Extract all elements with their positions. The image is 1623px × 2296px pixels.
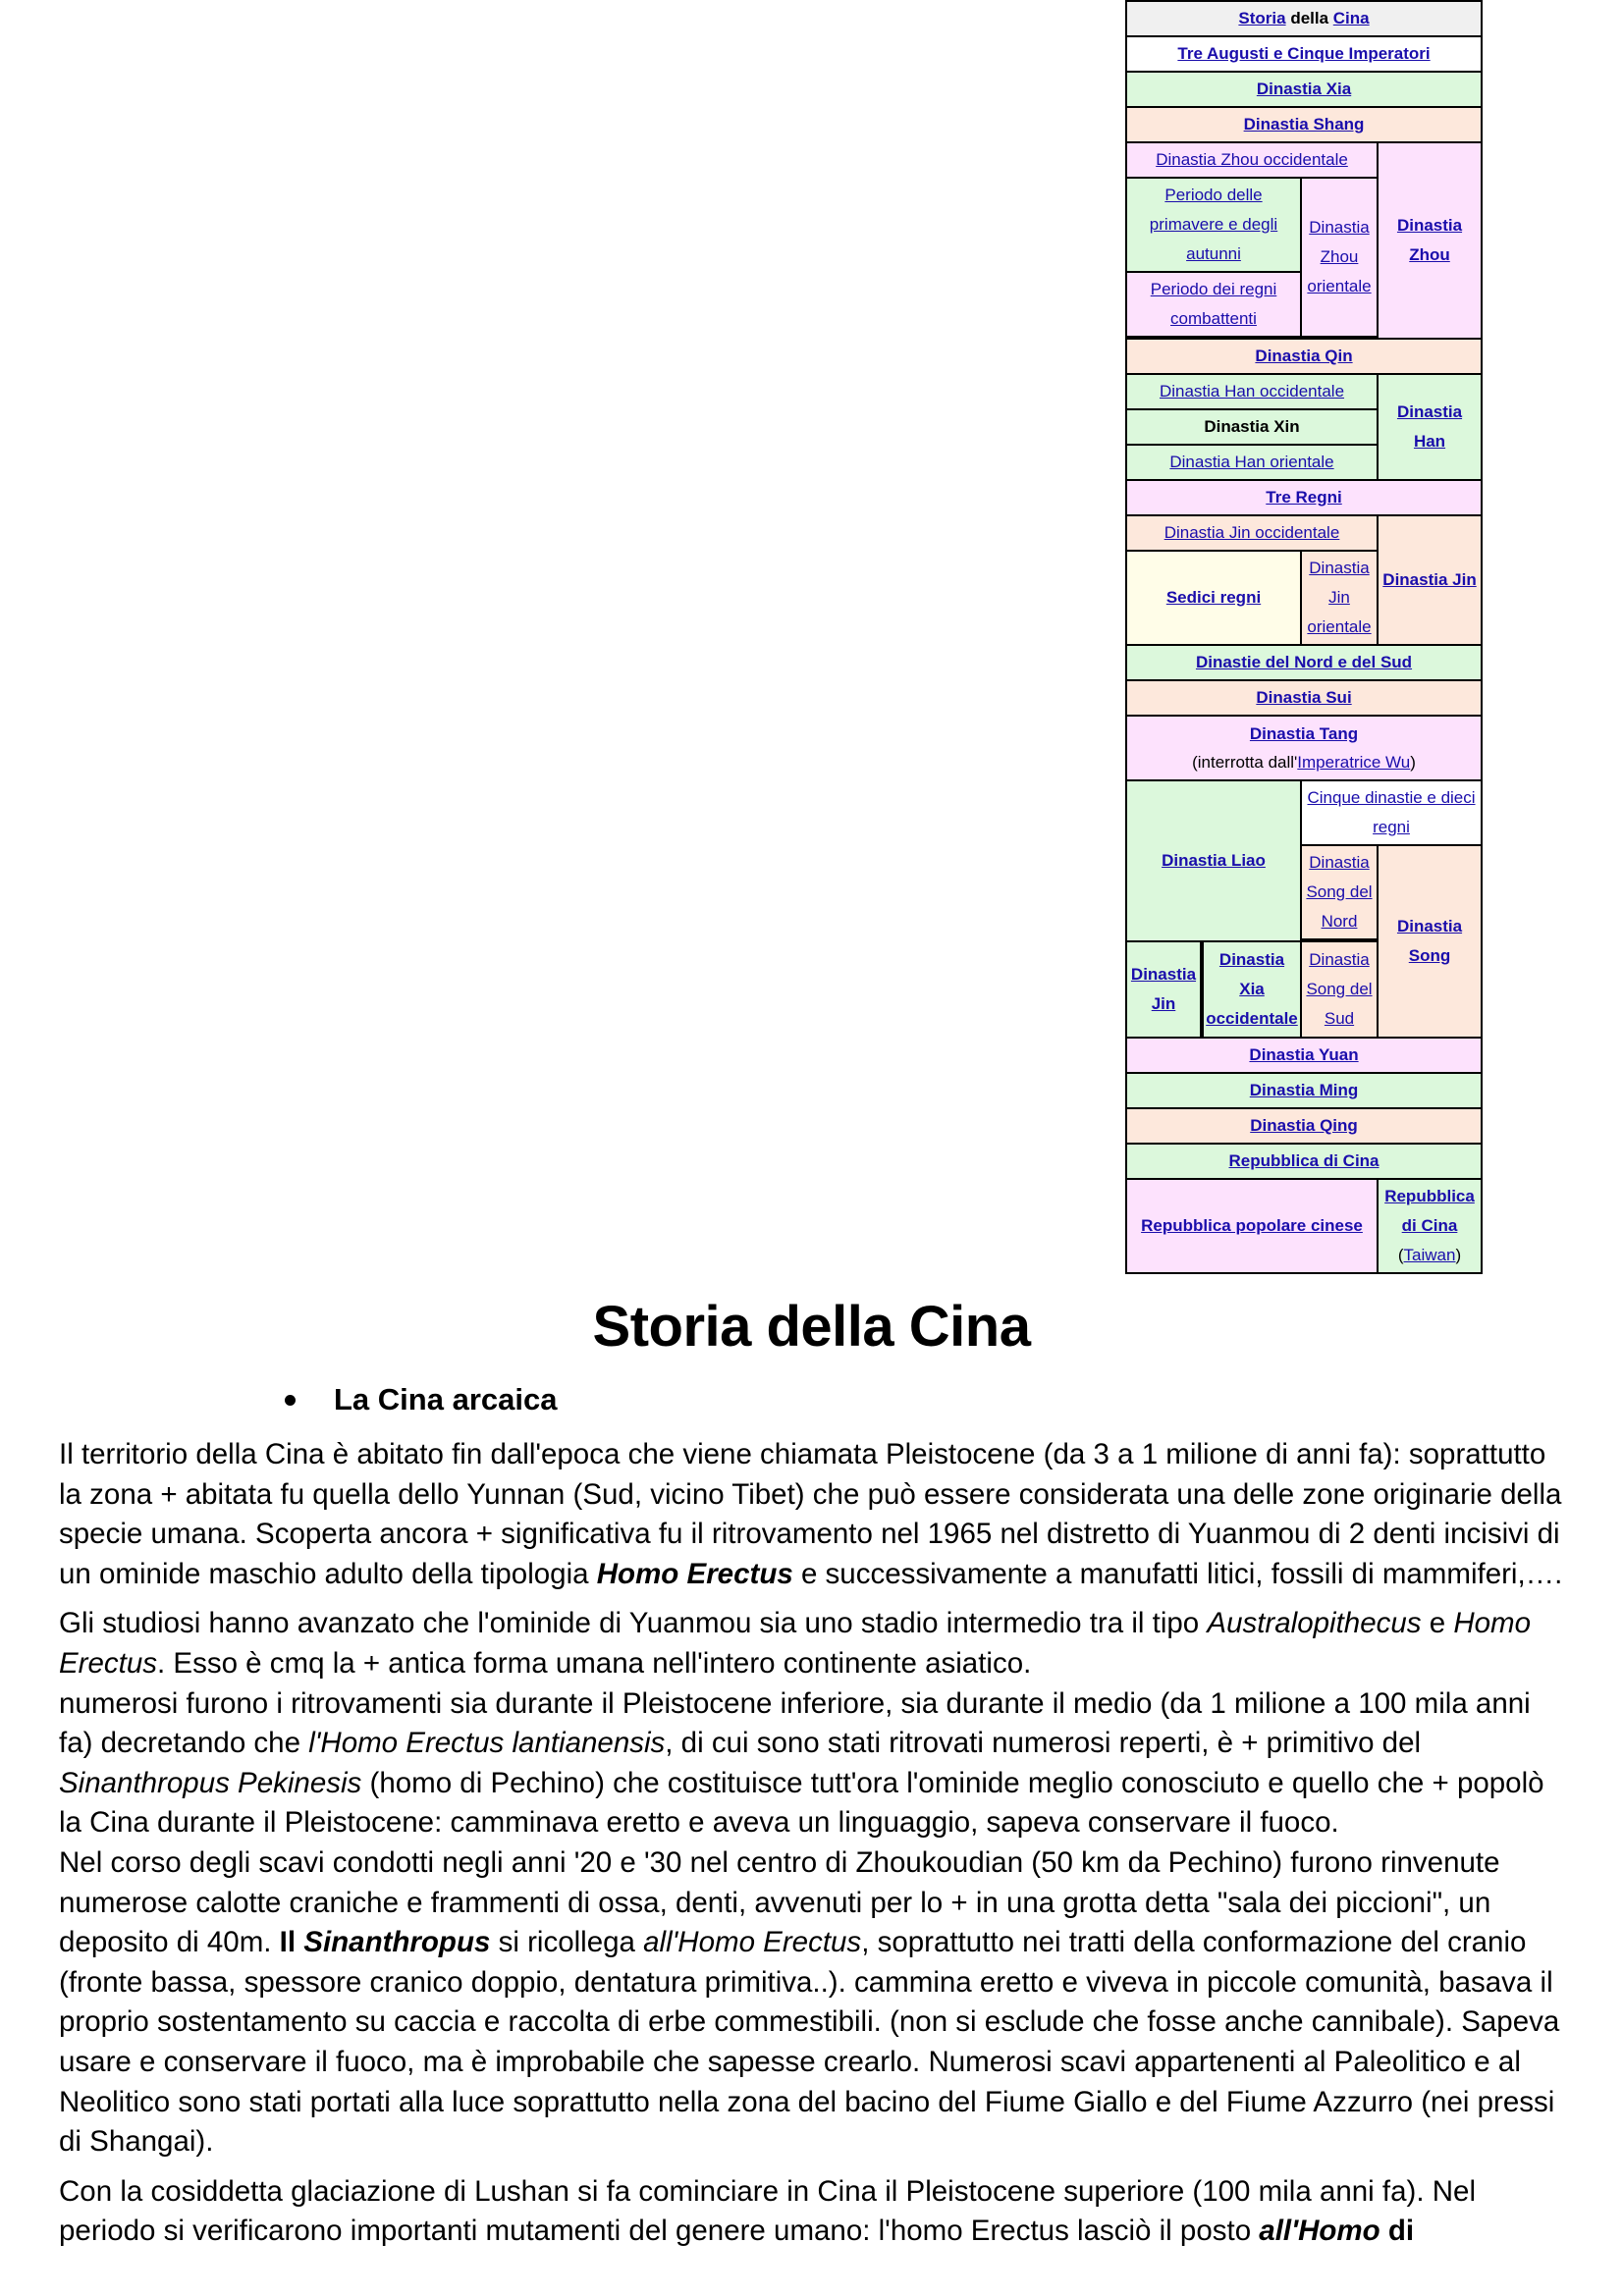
- article-body: [59, 1435, 1571, 2262]
- paragraph-2: Gli studiosi hanno avanzato che l'ominide di Yuanmou sia uno stadio intermedio tra il tipo Australopithecus e Homo Erectus. Esso è cmq la + antica forma umana nell'intero continente asiatico.: [59, 1607, 1532, 1680]
- han-link[interactable]: Dinastia Han: [1396, 402, 1463, 451]
- xia-link[interactable]: Dinastia Xia: [1256, 80, 1352, 98]
- jin-jurchen-link[interactable]: Dinastia Jin: [1130, 965, 1197, 1013]
- sui-link[interactable]: Dinastia Sui: [1256, 688, 1352, 707]
- han-occ-link[interactable]: Dinastia Han occidentale: [1159, 382, 1345, 400]
- cina-link[interactable]: Cina: [1332, 9, 1370, 27]
- zhou-or-link[interactable]: Dinastia Zhou orientale: [1307, 218, 1372, 295]
- jin-occ-link[interactable]: Dinastia Jin occidentale: [1163, 523, 1340, 542]
- rpc-link[interactable]: Repubblica popolare cinese: [1141, 1216, 1363, 1235]
- qin-link[interactable]: Dinastia Qin: [1255, 347, 1353, 365]
- imperatrice-wu-link[interactable]: Imperatrice Wu: [1297, 753, 1411, 772]
- paragraph-3: numerosi furono i ritrovamenti sia durante il Pleistocene inferiore, sia durante il medio (da 1 milione a 100 mila anni fa) decretando che l'Homo Erectus lantianensis, di cui sono stati ritrovati numerosi reperti, è + primitivo del Sinanthropus Pekinesis (homo di Pechino) che costituisce tutt'ora l'ominide meglio conosciuto e quello che + popolò la Cina durante il Pleistocene: camminava eretto e aveva un linguaggio, sapeva conservare il fuoco.: [59, 1686, 1544, 1840]
- tre-regni-link[interactable]: Tre Regni: [1266, 488, 1342, 507]
- dynasties-infobox: Storia della Cina Tre Augusti e Cinque Imperatori Dinastia Xia Dinastia Shang Dinastia Zhou occidentale Dinastia Zhou Periodo delle primavere e degli autunni Dinastia Zhou orientale Periodo dei regni combattenti Dinastia Qin Dinastia Han occidentale Dinastia Han Dinastia Xin Dinastia Han orientale Tre Regni Dinastia Jin occidentale Dinastia Jin Sedici regni Dinastia Jin orientale Dinastie del Nord e del Sud Dinastia Sui Dinastia Tang (interrotta dall'Imperatrice Wu) Dinastia Liao Cinque dinastie e dieci regni Dinastia Song del Nord Dinastia Song Dinastia Jin Dinastia Xia occidentale Dinastia Song del Sud Dinastia Yuan Dinastia Ming Dinastia Qing Repubblica di Cina Repubblica popolare cinese Repubblica di Cina (Taiwan): [1125, 0, 1483, 1274]
- jin-or-link[interactable]: Dinastia Jin orientale: [1307, 559, 1372, 636]
- tang-note-close: ): [1410, 753, 1416, 772]
- song-nord-link[interactable]: Dinastia Song del Nord: [1306, 853, 1373, 931]
- section-heading: La Cina arcaica: [285, 1382, 557, 1417]
- zhou-occ-link[interactable]: Dinastia Zhou occidentale: [1156, 150, 1348, 169]
- regni-combattenti-link[interactable]: Periodo dei regni combattenti: [1150, 280, 1277, 328]
- taiwan-link[interactable]: Taiwan: [1403, 1246, 1456, 1264]
- tang-link[interactable]: Dinastia Tang: [1249, 724, 1359, 743]
- yuan-link[interactable]: Dinastia Yuan: [1249, 1045, 1359, 1064]
- infobox-header: [1126, 1, 1482, 36]
- xin-label: Dinastia Xin: [1204, 417, 1300, 436]
- cinque-dinastie-link[interactable]: Cinque dinastie e dieci regni: [1307, 788, 1476, 836]
- repubblica-cina-link[interactable]: Repubblica di Cina: [1228, 1151, 1380, 1170]
- header-della-text: della: [1285, 9, 1333, 27]
- page-title: Storia della Cina: [592, 1295, 1031, 1359]
- liao-link[interactable]: Dinastia Liao: [1162, 851, 1266, 870]
- paragraph-4: Nel corso degli scavi condotti negli anni '20 e '30 nel centro di Zhoukoudian (50 km da Pechino) furono rinvenute numerose calotte craniche e frammenti di ossa, denti, avvenuti per lo + in una grotta detta "sala dei piccioni", un deposito di 40m. Il Sinanthropus si ricollega all'Homo Erectus, soprattutto nei tratti della conformazione del cranio (fronte bassa, spessore cranico doppio, dentatura primitiva..). cammina eretto e viveva in piccole comunità, basava il proprio sostentamento su caccia e raccolta di erbe commestibili. (non si esclude che fosse anche cannibale). Sapeva usare e conservare il fuoco, ma è improbabile che sapesse crearlo. Numerosi scavi appartenenti al Paleolitico e al Neolitico sono stati portati alla luce soprattutto nella zona del bacino del Fiume Giallo e del Fiume Azzurro (nei pressi di Shangai).: [59, 1845, 1560, 2159]
- sedici-regni-link[interactable]: Sedici regni: [1165, 588, 1262, 607]
- ming-link[interactable]: Dinastia Ming: [1249, 1081, 1359, 1099]
- qing-link[interactable]: Dinastia Qing: [1250, 1116, 1358, 1135]
- nord-sud-link[interactable]: Dinastie del Nord e del Sud: [1195, 653, 1413, 671]
- xia-occ-link[interactable]: Dinastia Xia occidentale: [1206, 950, 1298, 1028]
- section-list: [285, 1382, 557, 1417]
- roc-taiwan-link[interactable]: Repubblica di Cina: [1384, 1187, 1475, 1235]
- tre-augusti-link[interactable]: Tre Augusti e Cinque Imperatori: [1177, 44, 1431, 63]
- song-sud-link[interactable]: Dinastia Song del Sud: [1306, 950, 1373, 1028]
- tang-note-text: (interrotta dall': [1192, 753, 1298, 772]
- storia-link[interactable]: Storia: [1238, 9, 1286, 27]
- han-or-link[interactable]: Dinastia Han orientale: [1169, 453, 1334, 471]
- song-link[interactable]: Dinastia Song: [1396, 917, 1463, 965]
- zhou-link[interactable]: Dinastia Zhou: [1396, 216, 1463, 264]
- primavere-link[interactable]: Periodo delle primavere e degli autunni: [1149, 186, 1278, 263]
- jin-dyn-link[interactable]: Dinastia Jin: [1382, 570, 1477, 589]
- paragraph-1: Il territorio della Cina è abitato fin dall'epoca che viene chiamata Pleistocene (da 3 a 1 milione di anni fa): soprattutto la zona + abitata fu quella dello Yunnan (Sud, vicino Tibet) che può essere considerata una delle zone originarie della specie umana. Scoperta ancora + significativa fu il ritrovamento nel 1965 nel distretto di Yuanmou di 2 denti incisivi di un ominide maschio adulto della tipologia Homo Erectus e successivamente a manufatti litici, fossili di mammiferi,….: [59, 1438, 1563, 1590]
- paragraph-5: Con la cosiddetta glaciazione di Lushan si fa cominciare in Cina il Pleistocene superiore (100 mila anni fa). Nel periodo si verificarono importanti mutamenti del genere umano: l'homo Erectus lasciò il posto all'Homo di: [59, 2174, 1476, 2248]
- shang-link[interactable]: Dinastia Shang: [1243, 115, 1365, 133]
